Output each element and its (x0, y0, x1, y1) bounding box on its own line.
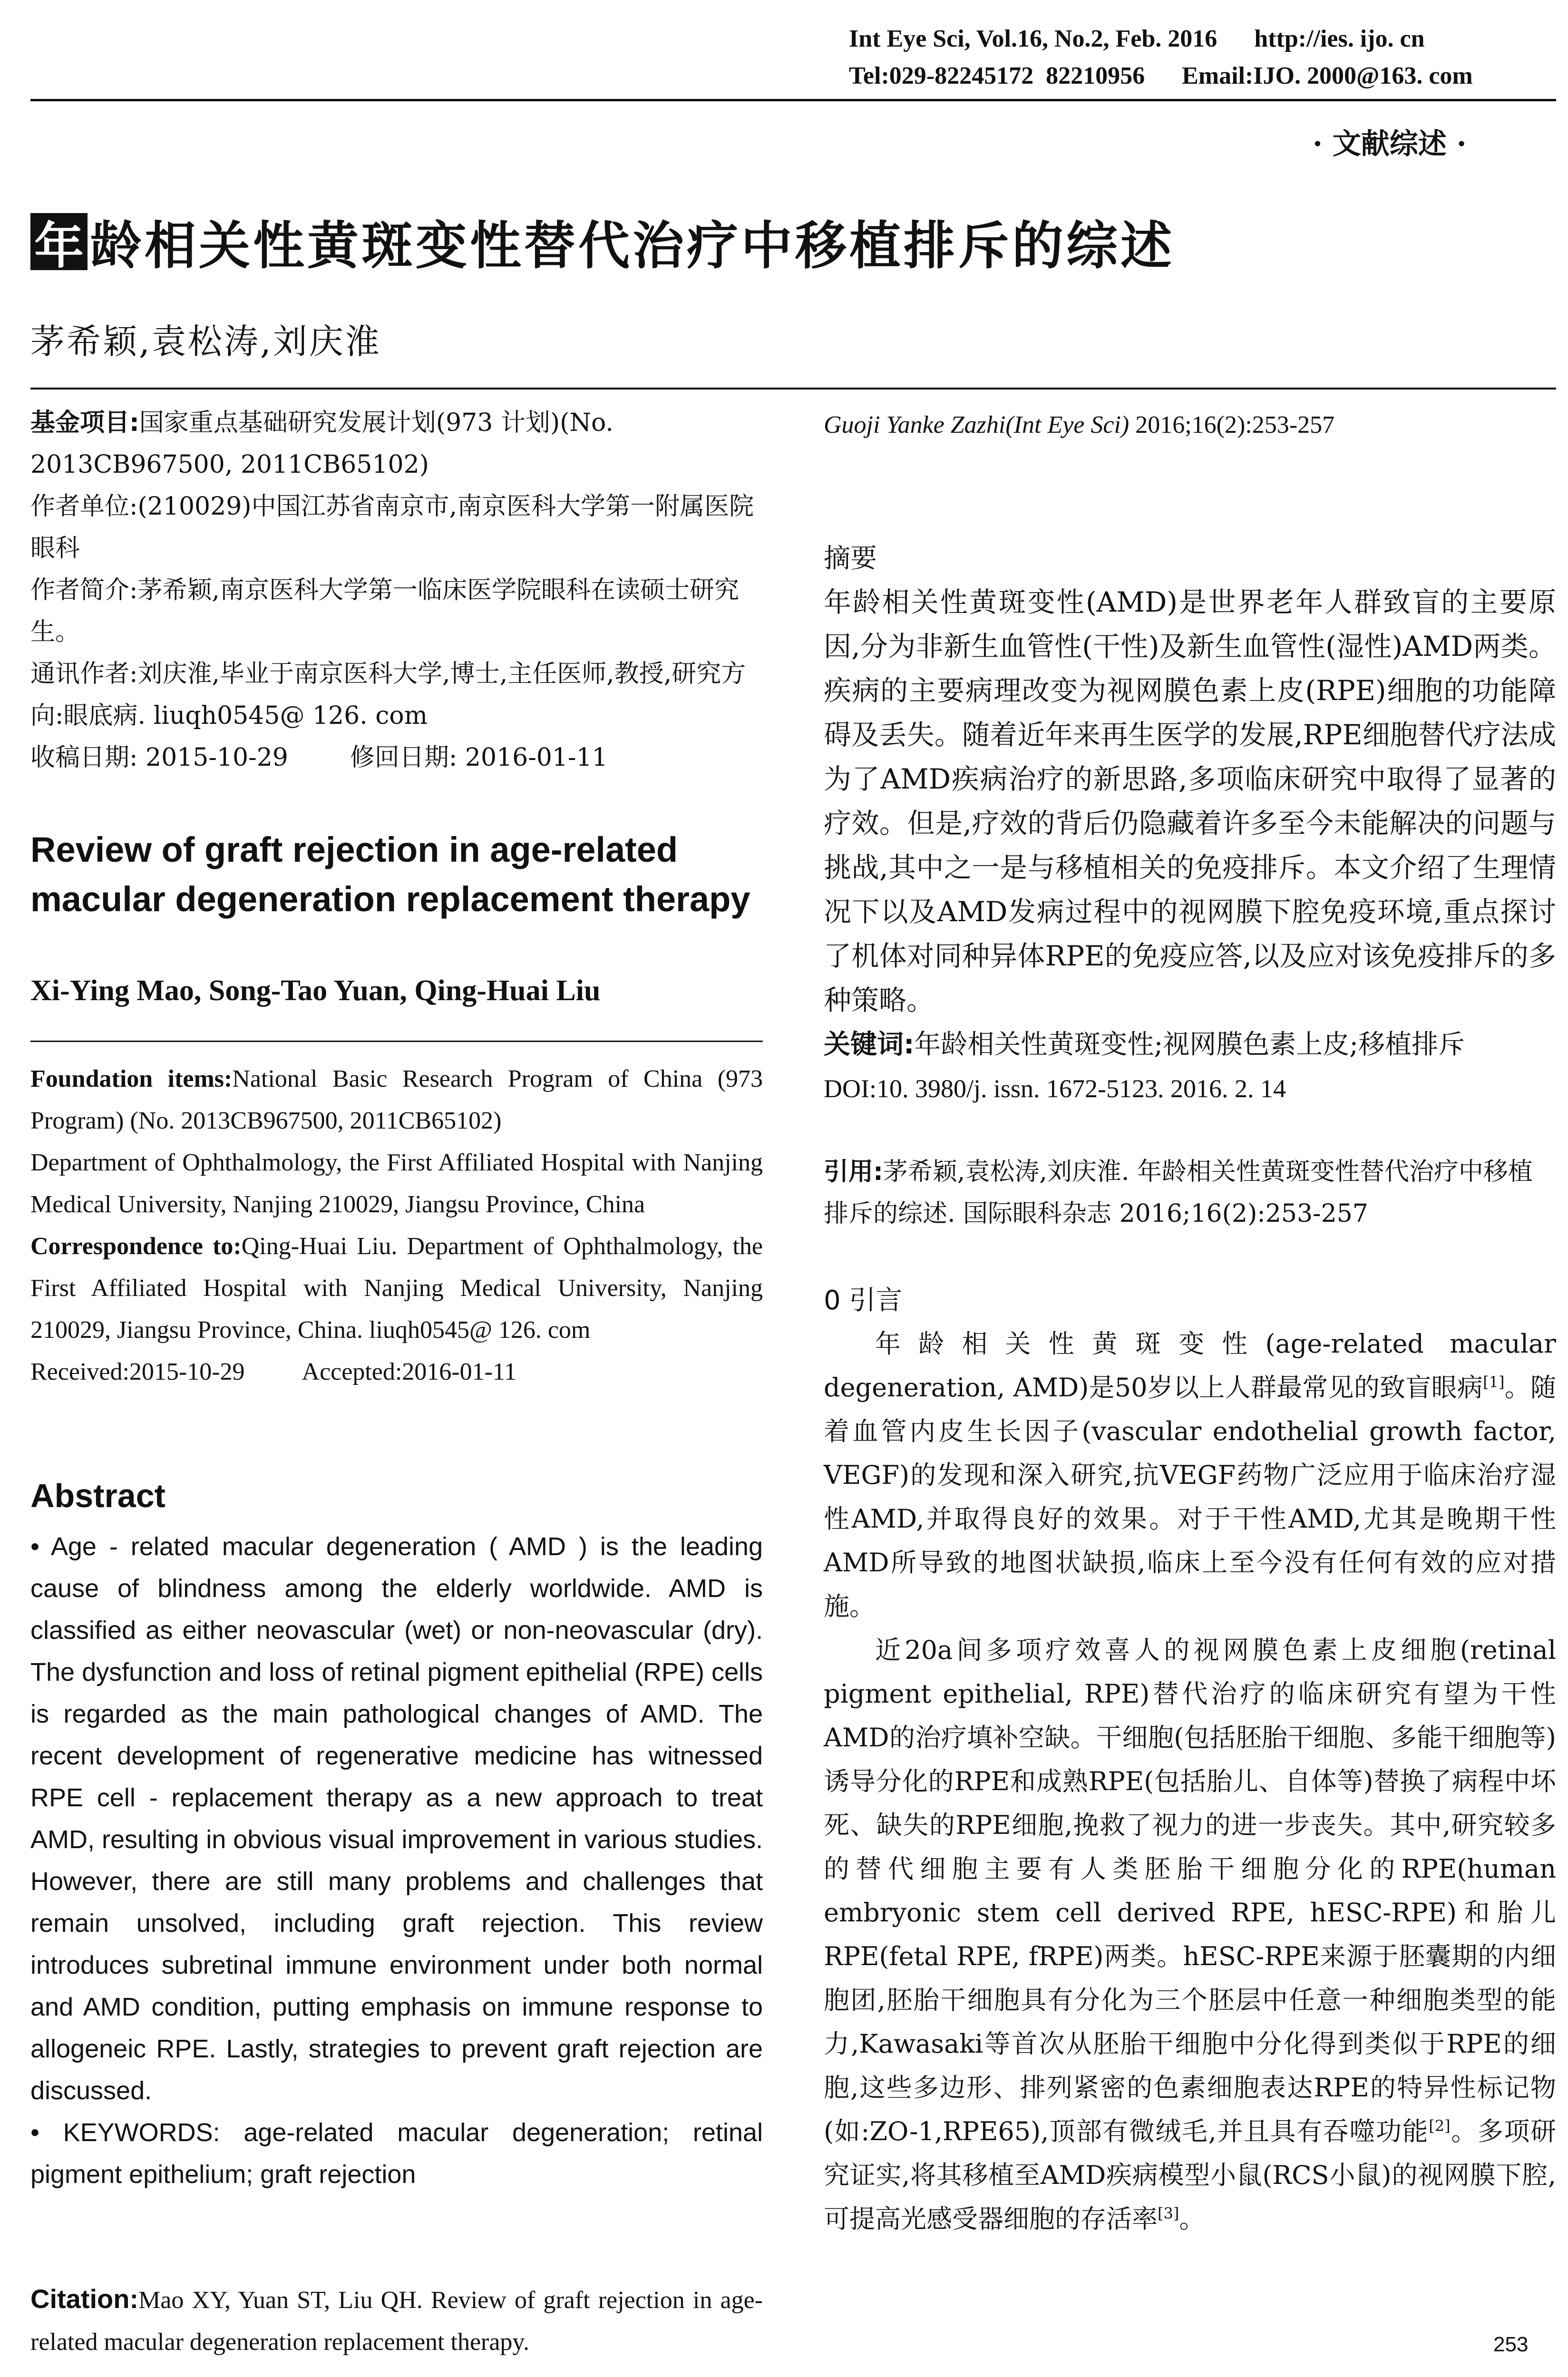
authors-divider (30, 388, 1556, 390)
department-en: Department of Ophthalmology, the First Affiliated Hospital with Nanjing Medical University, Nanjing 210029, Jiangsu Province, China (30, 1149, 763, 1218)
citation-label-cn: 引用: (824, 1158, 883, 1186)
ref-2[interactable]: [2] (1429, 2117, 1451, 2135)
english-title: Review of graft rejection in age-related macular degeneration replacement therapy (30, 830, 750, 919)
abstract-english (30, 1526, 763, 2195)
abstract-heading: Abstract (30, 1477, 166, 1514)
intro-paragraph-2 (824, 1628, 1556, 2241)
journal-header-line2: Tel:029-82245172 82210956 Email:IJO. 2000@163. com (849, 62, 1473, 89)
introduction (824, 1279, 1556, 2241)
intro-paragraph-1 (824, 1322, 1556, 1628)
page-number: 253 (1493, 2333, 1529, 2356)
correspondence-label-en: Correspondence to: (30, 1233, 242, 1260)
citation-chinese (824, 1151, 1556, 1235)
intro-p2-continued: 。多项研究证实,将其移植至AMD疾病模型小鼠(RCS小鼠)的视网膜下腔,可提高光感受器细胞的存活率 (824, 2116, 1556, 2234)
citation-text-cn: 茅希颖,袁松涛,刘庆淮. 年龄相关性黄斑变性替代治疗中移植排斥的综述. 国际眼科杂志 2016;16(2):253-257 (824, 1158, 1533, 1228)
title-text: 龄相关性黄斑变性替代治疗中移植排斥的综述 (90, 216, 1175, 276)
citation-text-en: Mao XY, Yuan ST, Liu QH. Review of graft rejection in age-related macular degeneration replacement therapy. (30, 2287, 763, 2356)
foundation-en: National Basic Research Program of China (973 Program) (No. 2013CB967500, 2011CB65102) (30, 1065, 763, 1134)
foundation-label-en: Foundation items: (30, 1065, 233, 1092)
meta-english (30, 1058, 763, 1393)
affiliation-cn: 作者单位:(210029)中国江苏省南京市,南京医科大学第一附属医院眼科 (30, 492, 754, 563)
english-authors: Xi-Ying Mao, Song-Tao Yuan, Qing-Huai Liu (30, 974, 601, 1007)
citation-journal-en: Guoji Yanke Zazhi(Int Eye Sci) (824, 411, 1130, 438)
keywords-cn: 年龄相关性黄斑变性;视网膜色素上皮;移植排斥 (914, 1029, 1465, 1060)
received-date-en: Received:2015-10-29 (30, 1358, 245, 1385)
meta-chinese (30, 402, 763, 779)
keywords-label-cn: 关键词: (824, 1029, 915, 1060)
english-authors-divider (30, 1041, 763, 1042)
citation-english-continued (824, 404, 1556, 446)
intro-p2-end: 。 (1179, 2204, 1205, 2234)
foundation-cn: 国家重点基础研究发展计划(973 计划)(No. 2013CB967500, 2011CB65102) (30, 409, 614, 479)
intro-p2-text: 近20a间多项疗效喜人的视网膜色素上皮细胞(retinal pigment epithelial, RPE)替代治疗的临床研究有望为干性AMD的治疗填补空缺。干细胞(包括胚胎干细胞、多能干细胞等)诱导分化的RPE和成熟RPE(包括胎儿、自体等)替换了病程中坏死、缺失的RPE细胞,挽救了视力的进一步丧失。其中,研究较多的替代细胞主要有人类胚胎干细胞分化的RPE(human embryonic stem cell derived RPE, hESC-RPE)和胎儿RPE(fetal RPE, fRPE)两类。hESC-RPE来源于胚囊期的内细胞团,胚胎干细胞具有分化为三个胚层中任意一种细胞类型的能力,Kawasaki等首次从胚胎干细胞中分化得到类似于RPE的细胞,这些多边形、排列紧密的色素细胞表达RPE的特异性标记物(如:ZO-1,RPE65),顶部有微绒毛,并且具有吞噬功能 (824, 1635, 1556, 2146)
authors-chinese: 茅希颖,袁松涛,刘庆淮 (30, 321, 381, 361)
section-tag: · 文献综述 · (1313, 127, 1467, 161)
foundation-label-cn: 基金项目: (30, 409, 139, 437)
abstract-chinese (824, 537, 1556, 1111)
ref-1[interactable]: [1] (1483, 1373, 1505, 1391)
author-bio-cn: 作者简介:茅希颖,南京医科大学第一临床医学院眼科在读硕士研究生。 (30, 576, 740, 646)
abstract-body-cn: 年龄相关性黄斑变性(AMD)是世界老年人群致盲的主要原因,分为非新生血管性(干性)及新生血管性(湿性)AMD两类。疾病的主要病理改变为视网膜色素上皮(RPE)细胞的功能障碍及丢失。随着近年来再生医学的发展,RPE细胞替代疗法成为了AMD疾病治疗的新思路,多项临床研究中取得了显著的疗效。但是,疗效的背后仍隐藏着许多至今未能解决的问题与挑战,其中之一是与移植相关的免疫排斥。本文介绍了生理情况下以及AMD发病过程中的视网膜下腔免疫环境,重点探讨了机体对同种异体RPE的免疫应答,以及应对该免疫排斥的多种策略。 (824, 586, 1556, 1016)
journal-header-line1: Int Eye Sci, Vol.16, No.2, Feb. 2016 http://ies. ijo. cn (849, 25, 1425, 52)
article-title (30, 205, 1175, 278)
keywords-en: • KEYWORDS: age-related macular degeneration; retinal pigment epithelium; graft rejection (30, 2118, 763, 2189)
abstract-body: • Age - related macular degeneration ( AMD ) is the leading cause of blindness among the elderly worldwide. AMD is classified as either neovascular (wet) or non-neovascular (dry). The dysfunction and loss of retinal pigment epithelial (RPE) cells is regarded as the main pathological changes of AMD. The recent development of regenerative medicine has witnessed RPE cell - replacement therapy as a new approach to treat AMD, resulting in obvious visual improvement in various studies. However, there are still many problems and challenges that remain unsolved, including graft rejection. This review introduces subretinal immune environment under both normal and AMD condition, putting emphasis on immune response to allogeneic RPE. Lastly, strategies to prevent graft rejection are discussed. (30, 1532, 763, 2105)
intro-p1-text: 年龄相关性黄斑变性(age-related macular degeneration, AMD)是50岁以上人群最常见的致盲眼病 (824, 1329, 1556, 1403)
correspondence-en: Qing-Huai Liu. Department of Ophthalmology, the First Affiliated Hospital with Nanjing Medical University, Nanjing 210029, Jiangsu Province, China. liuqh0545@ 126. com (30, 1233, 763, 1344)
doi: DOI:10. 3980/j. issn. 1672-5123. 2016. 2. 14 (824, 1074, 1286, 1103)
citation-english (30, 2278, 763, 2363)
abstract-heading-cn: 摘要 (824, 543, 877, 574)
correspondence-cn: 通讯作者:刘庆淮,毕业于南京医科大学,博士,主任医师,教授,研究方向:眼底病. liuqh0545@ 126. com (30, 660, 746, 730)
accepted-date-en: Accepted:2016-01-11 (302, 1358, 517, 1385)
title-initial-box: 年 (30, 213, 88, 270)
header-divider (30, 99, 1556, 101)
revised-date-cn: 修回日期: 2016-01-11 (350, 743, 608, 772)
ref-3[interactable]: [3] (1158, 2204, 1179, 2222)
citation-volume-en: 2016;16(2):253-257 (1135, 411, 1335, 438)
received-date-cn: 收稿日期: 2015-10-29 (30, 743, 288, 772)
intro-p1-continued: 。随着血管内皮生长因子(vascular endothelial growth factor, VEGF)的发现和深入研究,抗VEGF药物广泛应用于临床治疗湿性AMD,并取得良好的效果。对于干性AMD,尤其是晚期干性AMD所导致的地图状缺损,临床上至今没有任何有效的应对措施。 (824, 1373, 1557, 1621)
citation-label-en: Citation: (30, 2284, 139, 2314)
intro-heading: 0 引言 (824, 1285, 903, 1316)
